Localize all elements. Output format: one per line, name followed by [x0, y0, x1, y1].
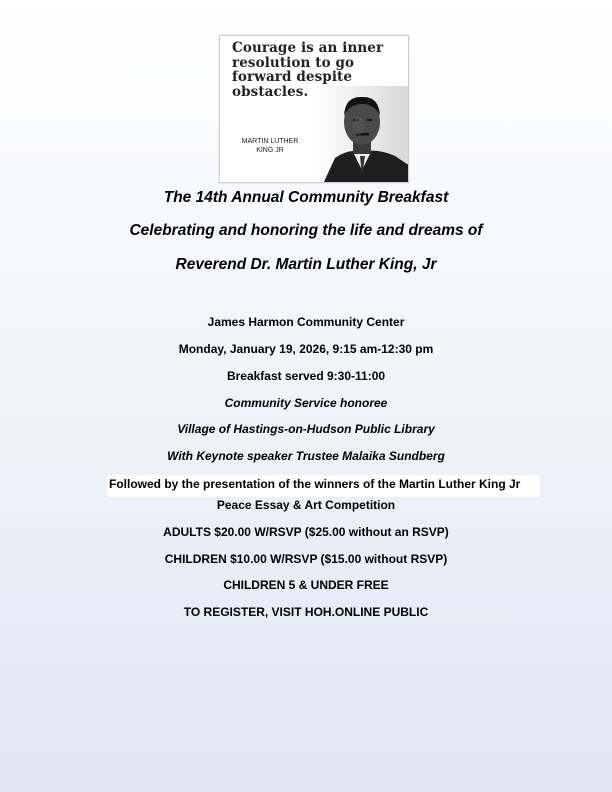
- honoree-name: Village of Hastings-on-Hudson Public Library: [177, 422, 435, 436]
- venue-text: James Harmon Community Center: [207, 315, 405, 329]
- competition-text: Peace Essay & Art Competition: [216, 498, 396, 512]
- quote-author-line2: KING JR: [256, 147, 284, 154]
- breakfast-time-text: Breakfast served 9:30-11:00: [226, 369, 386, 383]
- portrait-photo-icon: [315, 86, 409, 183]
- presentation-text: Followed by the presentation of the winners of the Martin Luther King Jr: [109, 477, 521, 491]
- keynote-speaker-text: With Keynote speaker Trustee Malaika Sundberg: [167, 449, 445, 463]
- quote-text: Courage is an inner resolution to go forward despite obstacles.: [232, 40, 384, 100]
- quote-author-line1: MARTIN LUTHER: [241, 138, 299, 145]
- headline-honoree-name: Reverend Dr. Martin Luther King, Jr: [175, 256, 437, 273]
- headline-subtitle: Celebrating and honoring the life and dreams of: [129, 222, 483, 239]
- headline-title: The 14th Annual Community Breakfast: [163, 189, 449, 206]
- honoree-label: Community Service honoree: [224, 396, 388, 410]
- date-time-text: Monday, January 19, 2026, 9:15 am-12:30 pm: [178, 342, 434, 356]
- children-free-text: CHILDREN 5 & UNDER FREE: [223, 578, 389, 592]
- adults-price-text: ADULTS $20.00 W/RSVP ($25.00 without an RSVP): [163, 525, 449, 539]
- children-price-text: CHILDREN $10.00 W/RSVP ($15.00 without RSVP): [164, 552, 448, 566]
- register-text: TO REGISTER, VISIT HOH.ONLINE PUBLIC: [183, 605, 429, 619]
- quote-author: [230, 137, 310, 155]
- quote-card: [219, 35, 409, 183]
